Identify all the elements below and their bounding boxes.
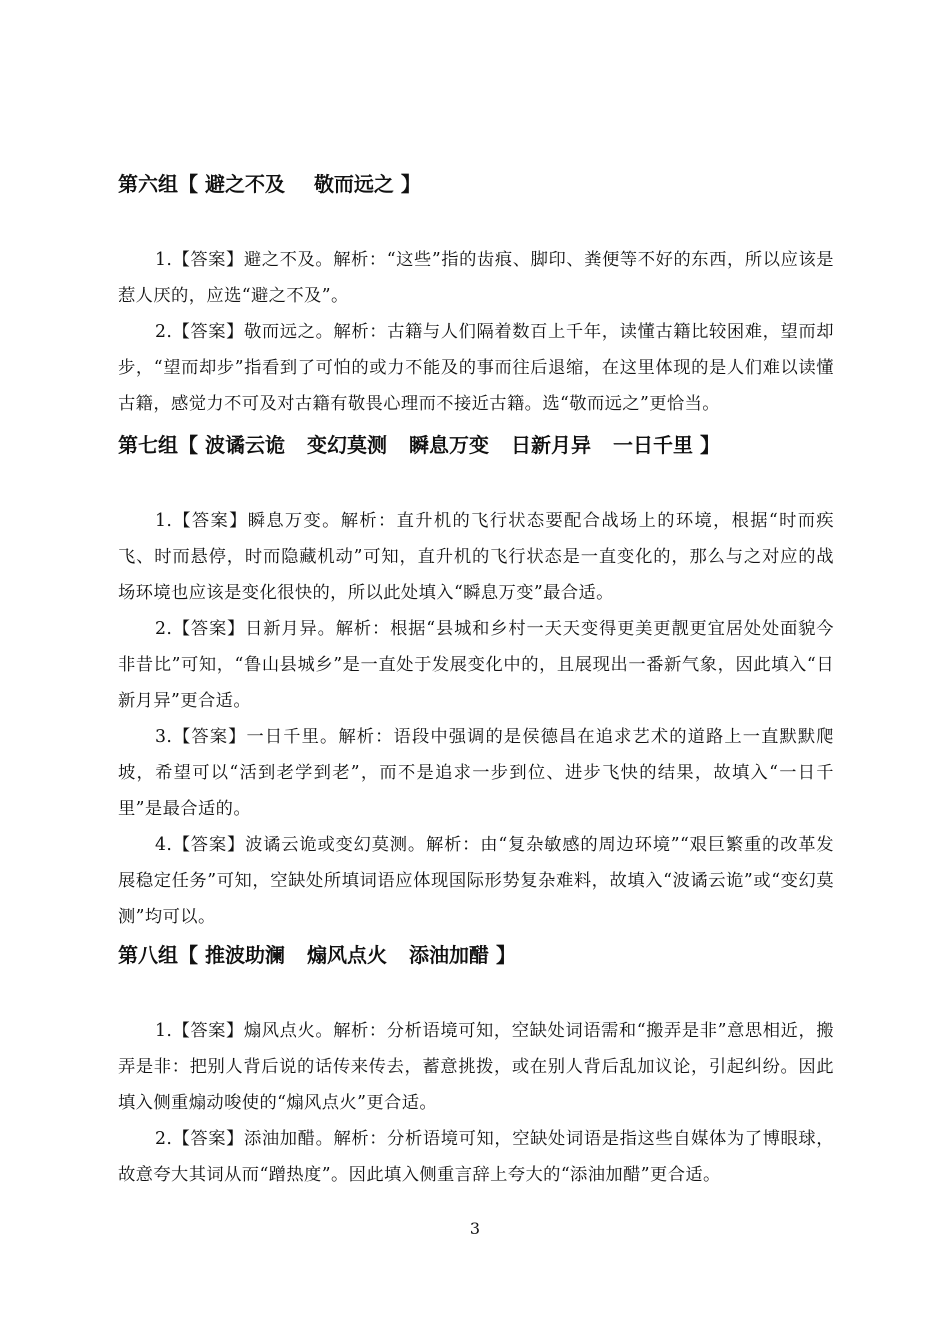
open-bracket: 【 [178,172,198,196]
answer-tag: 【答案】 [172,1129,245,1149]
answer-text: 敬而远之。 [244,322,334,342]
open-bracket: 【 [178,433,198,457]
answer-item [118,503,834,611]
analysis-text: 解析：语段中强调的是侯德昌在追求艺术的道路上一直默默爬坡，希望可以“活到老学到老”，而不是追求一步到位、进步飞快的结果，故填入“一日千里”是最合适的。 [118,727,834,819]
item-number: 2. [155,1129,173,1149]
close-bracket: 】 [699,433,720,457]
term: 敬而远之 [313,172,394,196]
term: 煽风点火 [306,943,387,967]
answer-tag: 【答案】 [172,727,247,747]
answer-text: 避之不及。 [243,250,334,270]
answer-item [118,314,834,422]
group-heading [118,170,834,198]
term: 一日千里 [612,433,693,457]
answer-text: 波谲云诡或变幻莫测。 [245,835,426,855]
group-heading [118,431,834,459]
group-label: 第八组 [118,943,178,967]
answer-tag: 【答案】 [172,322,245,342]
item-number: 1. [155,1021,173,1041]
answer-tag: 【答案】 [172,835,246,855]
analysis-text: 解析：分析语境可知，空缺处词语需和“搬弄是非”意思相近，搬弄是非：把别人背后说的话传来传去，蓄意挑拨，或在别人背后乱加议论，引起纠纷。因此填入侧重煽动唆使的“煽风点火”更合适。 [118,1021,834,1113]
answer-text: 日新月异。 [245,619,336,639]
group-eight [118,941,834,1193]
answer-item [118,1013,834,1121]
term: 变幻莫测 [306,433,387,457]
item-number: 2. [155,619,173,639]
answer-text: 瞬息万变。 [247,511,341,531]
analysis-text: 解析：由“复杂敏感的周边环境”“艰巨繁重的改革发展稳定任务”可知，空缺处所填词语应体现国际形势复杂难料，故填入“波谲云诡”或“变幻莫测”均可以。 [118,835,834,927]
answer-text: 煽风点火。 [243,1021,334,1041]
answer-tag: 【答案】 [172,250,244,270]
answer-item [118,242,834,314]
analysis-text: 解析：直升机的飞行状态要配合战场上的环境，根据“时而疾飞、时而悬停，时而隐藏机动”可知，直升机的飞行状态是一直变化的，那么与之对应的战场环境也应该是变化很快的，所以此处填入“瞬息万变”最合适。 [118,511,834,603]
item-number: 4. [155,835,173,855]
analysis-text: 解析：古籍与人们隔着数百上千年，读懂古籍比较困难，望而却步，“望而却步”指看到了可怕的或力不能及的事而往后退缩，在这里体现的是人们难以读懂古籍，感觉力不可及对古籍有敬畏心理而不接近古籍。选“敬而远之”更恰当。 [118,322,834,414]
term: 波谲云诡 [204,433,285,457]
term: 避之不及 [204,172,285,196]
group-label: 第六组 [118,172,178,196]
group-six [118,170,834,422]
group-seven [118,431,834,935]
answer-tag: 【答案】 [172,619,246,639]
item-number: 1. [155,511,173,531]
answer-tag: 【答案】 [172,511,248,531]
answer-text: 添油加醋。 [244,1129,334,1149]
page-number: 3 [469,1219,481,1238]
term: 瞬息万变 [408,433,489,457]
open-bracket: 【 [178,943,198,967]
item-number: 1. [155,250,173,270]
group-heading [118,941,834,969]
answer-text: 一日千里。 [246,727,339,747]
term: 添油加醋 [408,943,489,967]
close-bracket: 】 [495,943,516,967]
group-label: 第七组 [118,433,178,457]
answer-item [118,719,834,827]
answer-item [118,1121,834,1193]
analysis-text: 解析：根据“县城和乡村一天天变得更美更靓更宜居处处面貌今非昔比”可知，“鲁山县城乡”是一直处于发展变化中的，且展现出一番新气象，因此填入“日新月异”更合适。 [118,619,834,711]
item-number: 2. [155,322,173,342]
item-number: 3. [155,727,173,747]
analysis-text: 解析：“这些”指的齿痕、脚印、粪便等不好的东西，所以应该是惹人厌的，应选“避之不及”。 [118,250,834,306]
answer-item [118,611,834,719]
analysis-text: 解析：分析语境可知，空缺处词语是指这些自媒体为了博眼球，故意夸大其词从而“蹭热度”。因此填入侧重言辞上夸大的“添油加醋”更合适。 [118,1129,834,1185]
term: 日新月异 [510,433,591,457]
term: 推波助澜 [204,943,285,967]
answer-item [118,827,834,935]
answer-tag: 【答案】 [172,1021,244,1041]
close-bracket: 】 [400,172,421,196]
